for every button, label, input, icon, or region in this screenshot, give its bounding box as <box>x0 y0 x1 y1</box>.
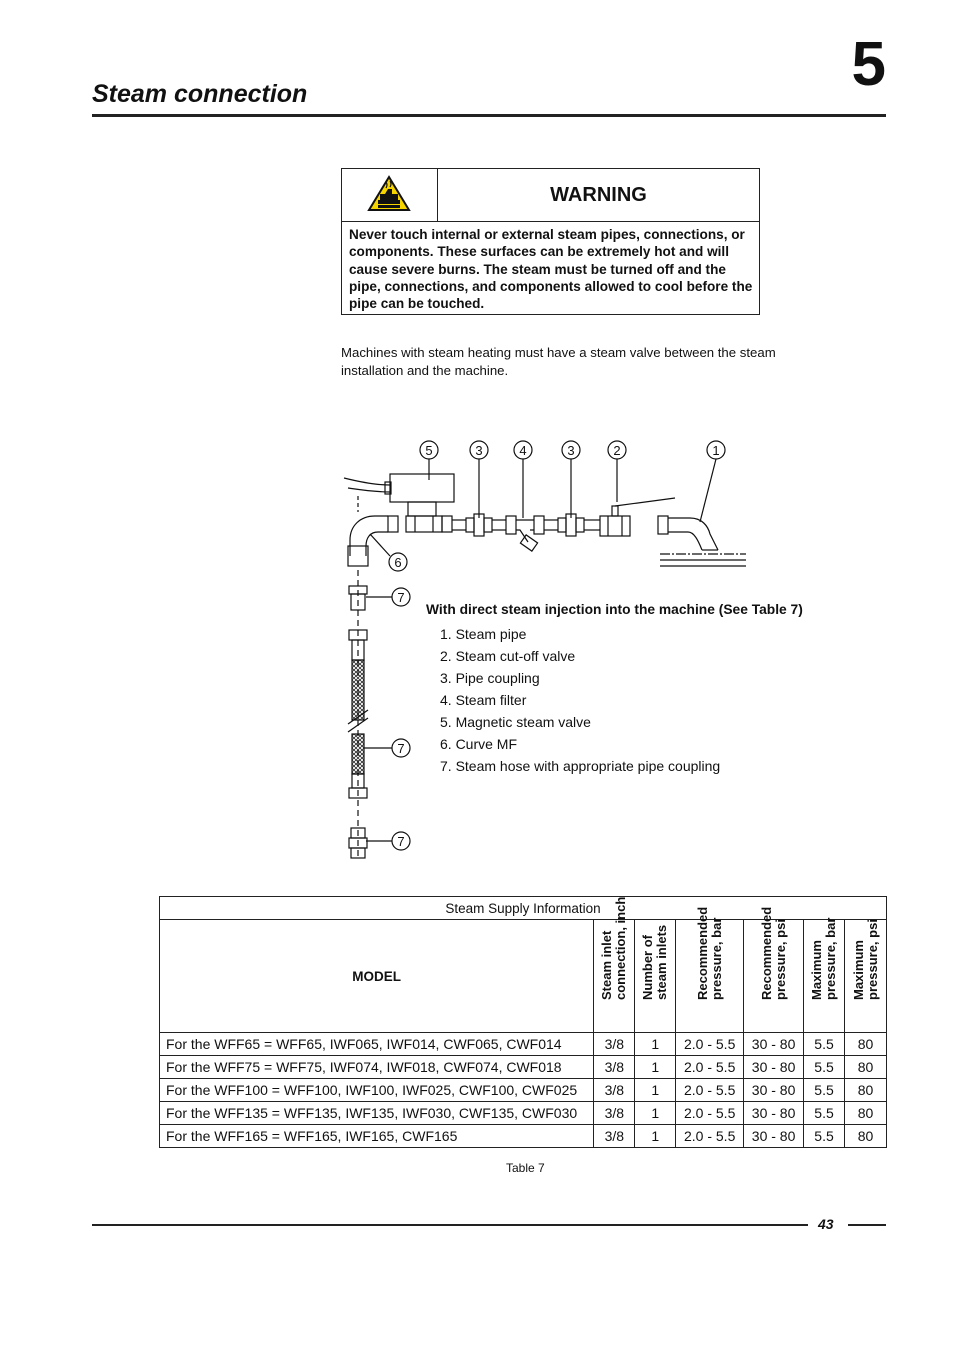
callout-label: 2 <box>613 443 621 458</box>
col-header-rec-psi: Recommended pressure, psi <box>744 920 804 1033</box>
callout-label: 7 <box>397 834 405 849</box>
legend-item: 3. Pipe coupling <box>440 670 540 686</box>
col-header-max-psi: Maximum pressure, psi <box>845 920 887 1033</box>
legend-item: 1. Steam pipe <box>440 626 527 642</box>
hot-surface-warning-icon <box>342 169 437 221</box>
steam-supply-table <box>159 896 887 1148</box>
legend-item: 5. Magnetic steam valve <box>440 714 591 730</box>
callout-label: 7 <box>397 590 405 605</box>
chapter-number: 5 <box>851 30 886 99</box>
col-header-max-bar: Maximum pressure, bar <box>804 920 845 1033</box>
legend-title: With direct steam injection into the machine (See Table 7) <box>426 602 803 617</box>
callout-label: 3 <box>475 443 483 458</box>
model-header: MODEL <box>160 920 594 1033</box>
callout-label: 7 <box>397 741 405 756</box>
legend-item: 4. Steam filter <box>440 692 527 708</box>
table-row: For the WFF75 = WFF75, IWF074, IWF018, CWF074, CWF018 3/8 1 2.0 - 5.5 30 - 80 5.5 80 <box>160 1056 887 1079</box>
callout-label: 3 <box>567 443 575 458</box>
table-caption: Steam Supply Information <box>160 897 887 920</box>
table-row: For the WFF100 = WFF100, IWF100, IWF025, CWF100, CWF025 3/8 1 2.0 - 5.5 30 - 80 5.5 80 <box>160 1079 887 1102</box>
table-row: For the WFF65 = WFF65, IWF065, IWF014, CWF065, CWF014 3/8 1 2.0 - 5.5 30 - 80 5.5 80 <box>160 1033 887 1056</box>
diagram-legend <box>426 602 803 777</box>
header-rule <box>92 114 886 117</box>
footer-rule <box>848 1224 886 1226</box>
col-header-inlet-connection: Steam inlet connection, inch <box>594 920 635 1033</box>
legend-item: 7. Steam hose with appropriate pipe coupling <box>440 758 721 774</box>
callout-label: 5 <box>425 443 433 458</box>
callout-label: 4 <box>519 443 527 458</box>
callout-label: 6 <box>394 555 402 570</box>
table-label: Table 7 <box>506 1161 545 1175</box>
intro-paragraph: Machines with steam heating must have a steam valve between the steam installation and the machine. <box>341 345 776 378</box>
footer-rule <box>92 1224 808 1226</box>
callout-label: 1 <box>712 443 720 458</box>
warning-heading: WARNING <box>438 169 759 222</box>
table-row: For the WFF165 = WFF165, IWF165, CWF165 3/8 1 2.0 - 5.5 30 - 80 5.5 80 <box>160 1125 887 1148</box>
warning-icon-cell <box>342 169 438 222</box>
legend-item: 2. Steam cut-off valve <box>440 648 576 664</box>
table-row: For the WFF135 = WFF135, IWF135, IWF030, CWF135, CWF030 3/8 1 2.0 - 5.5 30 - 80 5.5 80 <box>160 1102 887 1125</box>
warning-box <box>341 168 760 315</box>
warning-text: Never touch internal or external steam pipes, connections, or components. These surfaces can be extremely hot and will cause severe burns. The steam must be turned off and the pipe, connections, and components allowed to cool before the pipe can be touched. <box>349 227 753 312</box>
page-number: 43 <box>818 1216 834 1232</box>
col-header-number-inlets: Number of steam inlets <box>635 920 676 1033</box>
legend-item: 6. Curve MF <box>440 736 518 752</box>
page-title: Steam connection <box>92 80 308 108</box>
col-header-rec-bar: Recommended pressure, bar <box>676 920 744 1033</box>
